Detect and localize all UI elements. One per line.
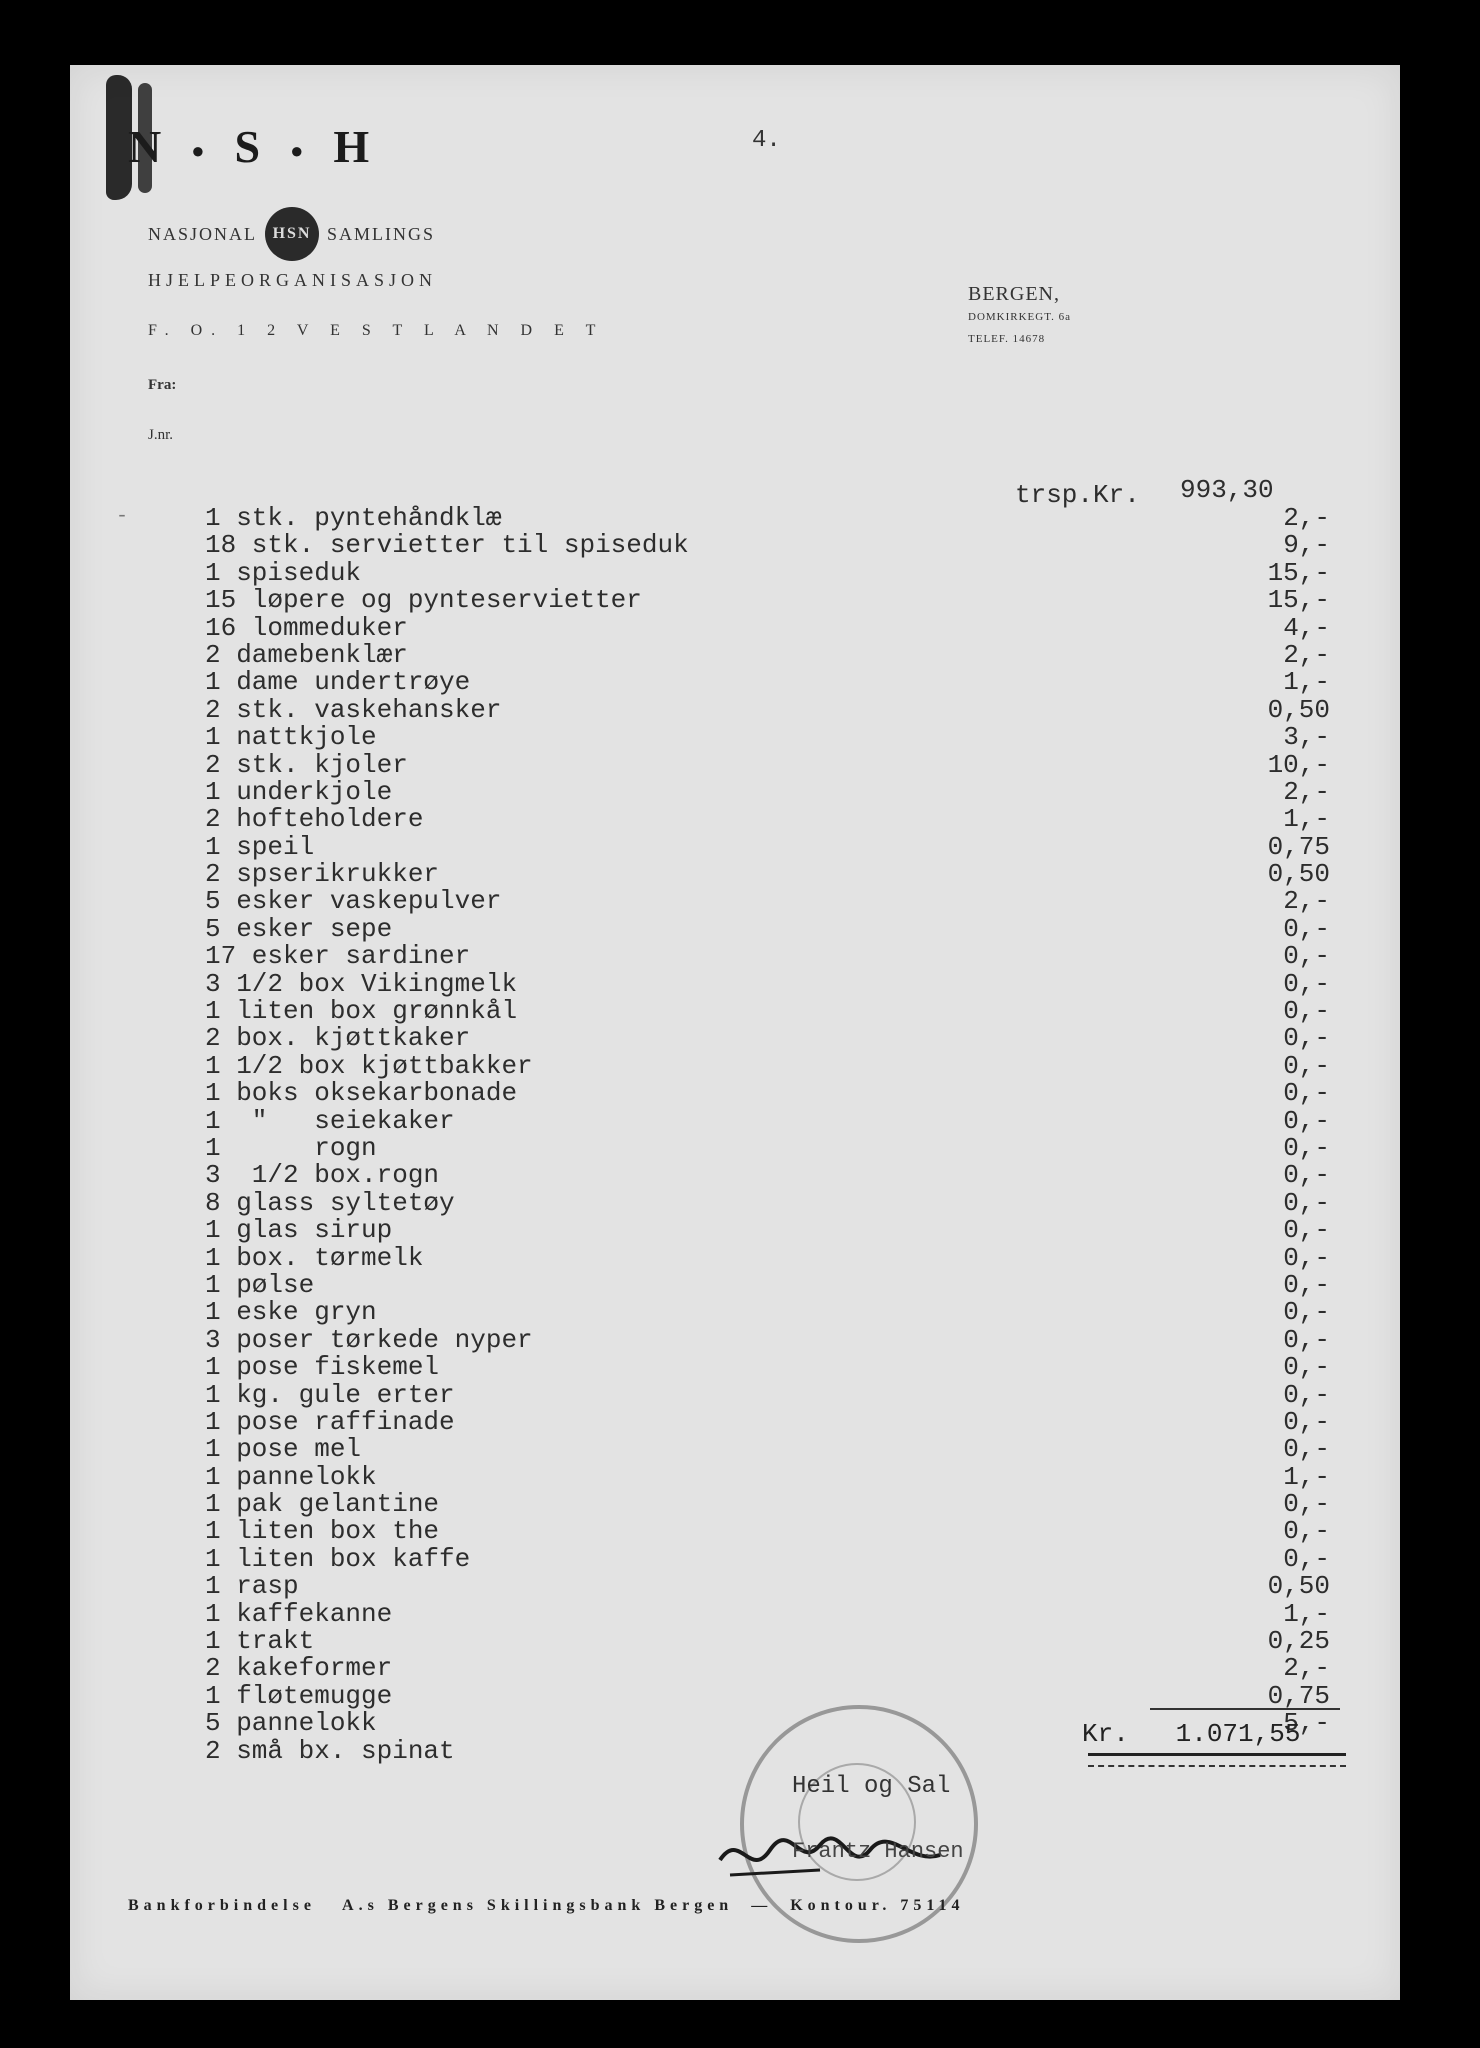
list-item: 1 liten box kaffe	[205, 1543, 471, 1574]
list-item: 1 pose fiskemel	[205, 1352, 440, 1383]
item-value: 2,-	[1283, 776, 1330, 807]
item-value: 0,-	[1283, 1434, 1330, 1465]
item-value: 0,-	[1283, 1324, 1330, 1355]
nsh-initials: N ● S ● H	[128, 121, 374, 172]
item-value: 1,-	[1283, 667, 1330, 698]
item-list	[205, 505, 689, 1765]
sum-underline	[1150, 1708, 1340, 1710]
total-value: 1.071,55	[1175, 1719, 1301, 1749]
list-item: 1 rasp	[205, 1571, 299, 1602]
item-value: 1,-	[1283, 804, 1330, 835]
list-item: 1 box. tørmelk	[205, 1242, 424, 1273]
total-label: Kr.	[1082, 1719, 1129, 1749]
list-item: 2 box. kjøttkaker	[205, 1023, 471, 1054]
list-item: 1 kaffekanne	[205, 1598, 393, 1629]
list-item: 1 eske gryn	[205, 1297, 377, 1328]
item-value: 0,-	[1283, 913, 1330, 944]
list-item: 1 underkjole	[205, 776, 393, 807]
item-value: 3,-	[1283, 722, 1330, 753]
item-value: 1,-	[1283, 1461, 1330, 1492]
list-item: 1 speil	[205, 831, 315, 862]
org-name-row	[148, 207, 435, 261]
total-dashed-line	[1088, 1765, 1346, 1767]
list-item: 2 spserikrukker	[205, 859, 440, 890]
item-value: 0,-	[1283, 1379, 1330, 1410]
list-item: 1 pannelokk	[205, 1461, 377, 1492]
item-value: 0,50	[1267, 694, 1330, 725]
list-item: 1 trakt	[205, 1626, 315, 1657]
item-value: 2,-	[1283, 1653, 1330, 1684]
city-name: BERGEN,	[968, 283, 1060, 305]
item-value: 2,-	[1283, 503, 1330, 533]
list-item: 5 pannelokk	[205, 1708, 377, 1739]
list-item: 2 kakeformer	[205, 1653, 393, 1684]
item-value: 0,-	[1283, 1187, 1330, 1218]
list-item: 1 pak gelantine	[205, 1489, 440, 1520]
list-item: 2 stk. kjoler	[205, 749, 408, 780]
list-item: 2 damebenklær	[205, 639, 408, 670]
initial-s: S	[234, 121, 265, 172]
address: DOMKIRKEGT. 6a	[968, 311, 1072, 323]
list-item: 1 pose mel	[205, 1434, 362, 1465]
list-item: 15 løpere og pynteservietter	[205, 585, 642, 616]
item-value: 1,-	[1283, 1598, 1330, 1629]
list-item: 1 dame undertrøye	[205, 667, 471, 698]
initial-h: H	[333, 121, 374, 172]
list-item: 1 kg. gule erter	[205, 1379, 455, 1410]
nasjonal-text: NASJONAL	[148, 223, 258, 244]
list-item: 3 poser tørkede nyper	[205, 1324, 533, 1355]
list-item: 1 liten box the	[205, 1516, 440, 1547]
page-number: 4.	[752, 127, 781, 154]
item-value: 0,-	[1283, 1242, 1330, 1273]
list-item: 1 pose raffinade	[205, 1406, 455, 1437]
list-item: 1 nattkjole	[205, 722, 377, 753]
fra-label: Fra:	[148, 377, 177, 393]
item-value: 15,-	[1267, 585, 1330, 616]
phone: TELEF. 14678	[968, 333, 1046, 345]
item-value: 15,-	[1267, 557, 1330, 588]
samlings-text: SAMLINGS	[327, 223, 436, 244]
closing-greeting: Heil og Sal	[792, 1773, 951, 1800]
list-item: 1 fløtemugge	[205, 1680, 393, 1711]
item-value: 0,50	[1267, 1571, 1330, 1602]
list-item: 5 esker sepe	[205, 913, 393, 944]
carry-value: 993,30	[1180, 475, 1274, 505]
item-value: 0,-	[1283, 1516, 1330, 1547]
list-item: 1 spiseduk	[205, 557, 362, 588]
item-value: 0,-	[1283, 1105, 1330, 1136]
document-page	[70, 65, 1400, 2000]
item-value: 0,-	[1283, 996, 1330, 1027]
item-value: 9,-	[1283, 530, 1330, 561]
item-value: 0,-	[1283, 1078, 1330, 1109]
jnr-label: J.nr.	[148, 427, 174, 443]
item-value: 0,25	[1267, 1626, 1330, 1657]
hsn-emblem-icon: HSN	[265, 207, 319, 261]
list-item: 1 stk. pyntehåndklæ	[205, 503, 502, 533]
list-item: 2 stk. vaskehansker	[205, 694, 502, 725]
list-item: 5 esker vaskepulver	[205, 886, 502, 917]
item-value: 4,-	[1283, 612, 1330, 643]
list-item: 1 pølse	[205, 1269, 315, 1300]
fo-region: F. O. 1 2 V E S T L A N D E T	[148, 322, 605, 339]
list-item: 1 boks oksekarbonade	[205, 1078, 518, 1109]
item-value: 0,-	[1283, 941, 1330, 972]
item-value: 0,-	[1283, 1406, 1330, 1437]
list-item: 3 1/2 box Vikingmelk	[205, 968, 518, 999]
item-value: 0,50	[1267, 859, 1330, 890]
item-value: 0,-	[1283, 1132, 1330, 1163]
item-value: 0,-	[1283, 1352, 1330, 1383]
item-value: 0,-	[1283, 1297, 1330, 1328]
item-value: 0,-	[1283, 1269, 1330, 1300]
item-value: 0,-	[1283, 1489, 1330, 1520]
list-item: 1 " seiekaker	[205, 1105, 455, 1136]
total-double-line	[1088, 1753, 1346, 1756]
list-item: 3 1/2 box.rogn	[205, 1160, 440, 1191]
signer-name: Frantz Hansen	[792, 1839, 964, 1864]
item-value: 0,-	[1283, 1023, 1330, 1054]
item-value: 0,-	[1283, 1215, 1330, 1246]
item-value: 0,-	[1283, 1543, 1330, 1574]
item-value: 0,75	[1267, 831, 1330, 862]
item-value: 10,-	[1267, 749, 1330, 780]
item-value: 0,-	[1283, 1050, 1330, 1081]
list-item: 17 esker sardiner	[205, 941, 471, 972]
carry-label: trsp.Kr.	[1015, 480, 1140, 510]
list-item: 8 glass syltetøy	[205, 1187, 455, 1218]
total-row	[1082, 1719, 1300, 1749]
list-item: 1 1/2 box kjøttbakker	[205, 1050, 533, 1081]
item-value: 2,-	[1283, 639, 1330, 670]
item-value: 0,-	[1283, 968, 1330, 999]
list-item: 1 liten box grønnkål	[205, 996, 518, 1027]
list-item: 16 lommeduker	[205, 612, 408, 643]
list-item: 2 små bx. spinat	[205, 1735, 455, 1766]
org-subtitle: HJELPEORGANISASJON	[148, 270, 438, 290]
list-item: 18 stk. servietter til spiseduk	[205, 530, 689, 561]
list-item: 1 rogn	[205, 1132, 377, 1163]
item-value: 0,75	[1267, 1680, 1330, 1711]
footer-bank-info: Bankforbindelse A.s Bergens Skillingsbank Bergen — Kontour. 75114	[128, 1897, 965, 1914]
value-list	[1110, 505, 1330, 1738]
item-value: 0,-	[1283, 1160, 1330, 1191]
list-item: 1 glas sirup	[205, 1215, 393, 1246]
margin-mark: -	[116, 505, 129, 528]
item-value: 2,-	[1283, 886, 1330, 917]
initial-n: N	[128, 121, 166, 172]
list-item: 2 hofteholdere	[205, 804, 424, 835]
item-value: 5,-	[1283, 1708, 1330, 1739]
